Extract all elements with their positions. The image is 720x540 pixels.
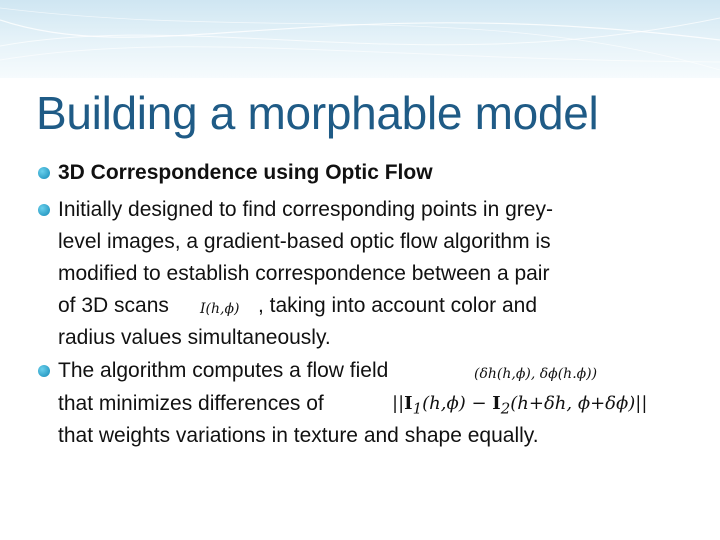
math-scan-function: I(h,ϕ): [200, 301, 240, 317]
bullet-text: level images, a gradient-based optic flow algorithm is: [58, 230, 551, 253]
math-flow-field: (δh(h,ϕ), δϕ(h.ϕ)): [474, 366, 598, 382]
bullet-icon: [38, 204, 50, 216]
bullet-text: modified to establish correspondence between a pair: [58, 262, 550, 285]
bullet-text: that weights variations in texture and shape equally.: [58, 424, 539, 447]
bullet-text: 3D Correspondence using Optic Flow: [58, 161, 433, 184]
bullet-text: that minimizes differences of: [58, 392, 324, 415]
bullet-text: radius values simultaneously.: [58, 326, 331, 349]
bullet-icon: [38, 167, 50, 179]
slide-title: Building a morphable model: [36, 87, 599, 139]
bullet-text: of 3D scans: [58, 294, 169, 317]
bullet-text: , taking into account color and: [258, 294, 538, 317]
bullet-text: Initially designed to find corresponding points in grey-: [58, 198, 553, 221]
math-difference-norm: $||I_1(h,\phi) - I_2(h+\delta h$, ϕ+δϕ)||: [392, 393, 648, 418]
bullet-icon: [38, 365, 50, 377]
bullet-text: The algorithm computes a flow field: [58, 359, 389, 382]
